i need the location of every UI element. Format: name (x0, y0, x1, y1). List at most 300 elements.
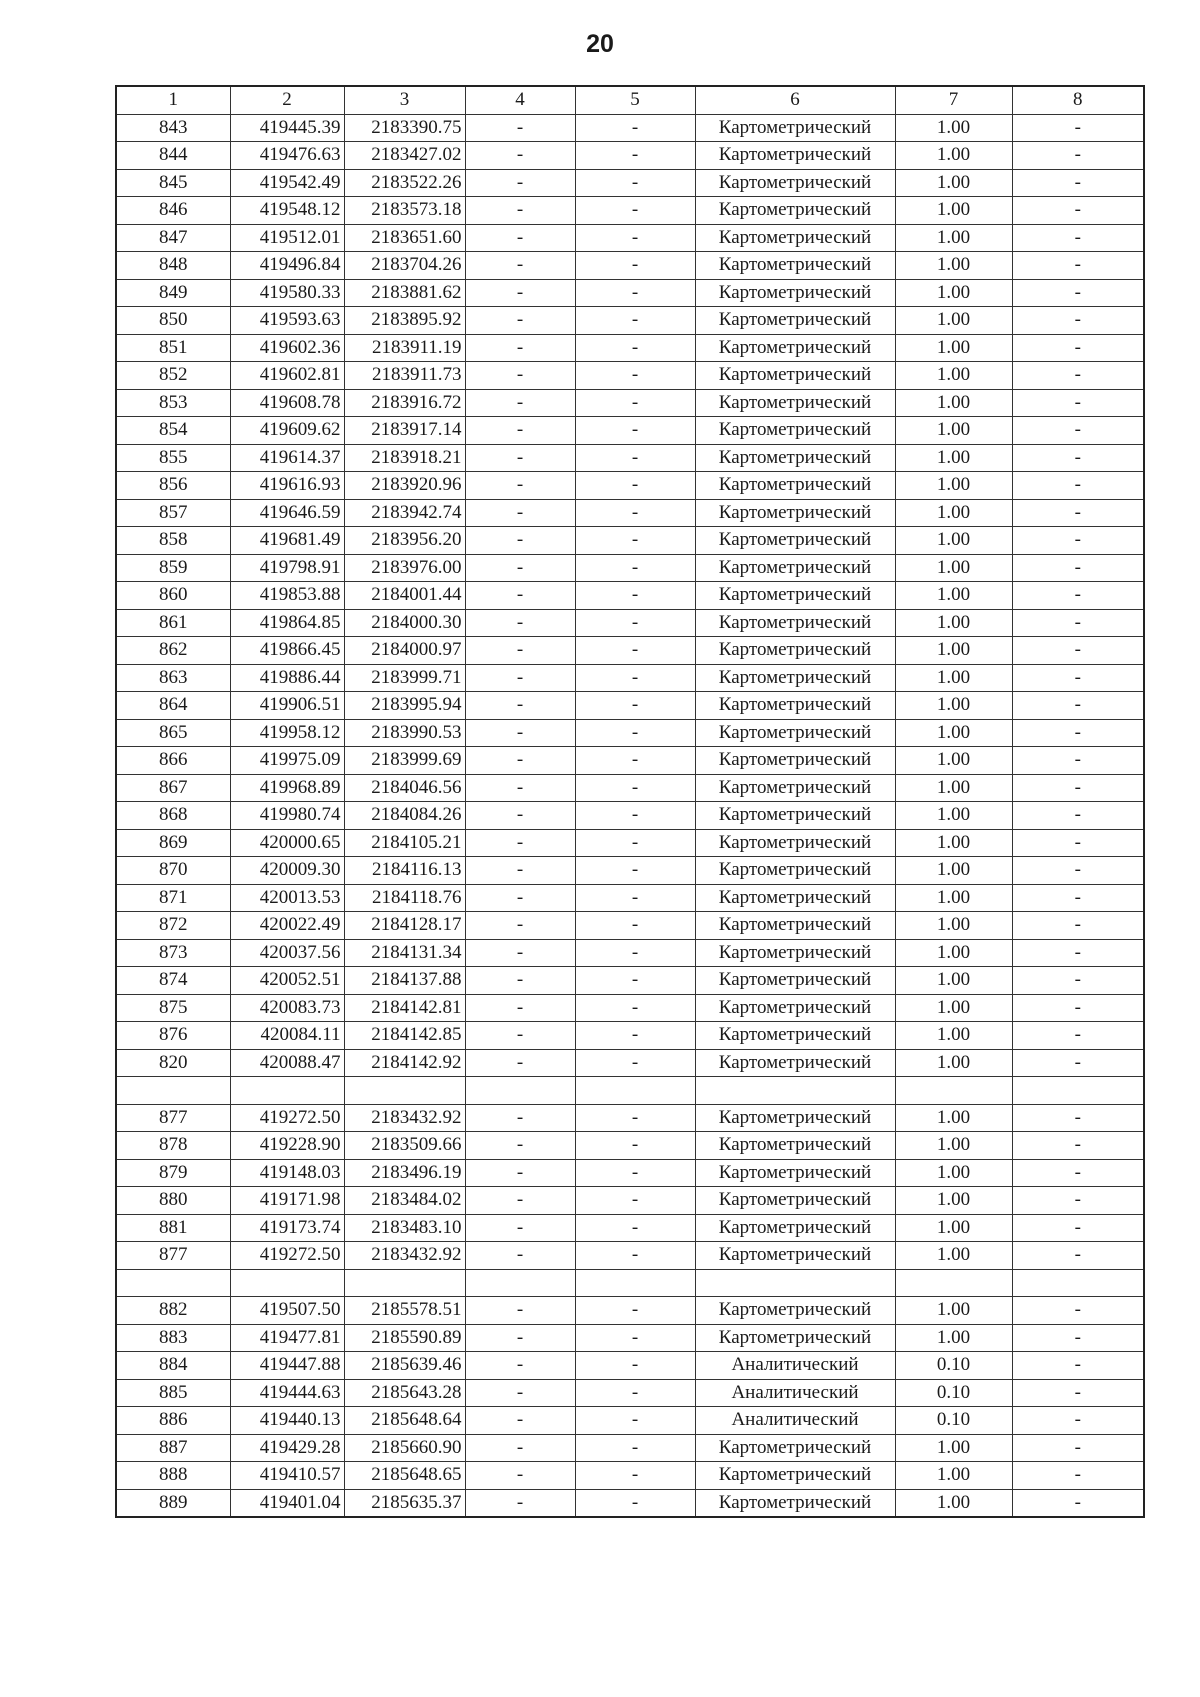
table-row (116, 417, 1144, 445)
table-cell (230, 1269, 344, 1297)
table-cell: Картометрический (695, 499, 895, 527)
table-cell: - (465, 279, 575, 307)
table-cell: - (1012, 169, 1144, 197)
table-cell: - (465, 1352, 575, 1380)
table-cell: - (575, 1132, 695, 1160)
table-row (116, 1489, 1144, 1517)
table-cell: Картометрический (695, 1132, 895, 1160)
table-cell: 419440.13 (230, 1407, 344, 1435)
table-cell: - (465, 829, 575, 857)
table-cell: - (465, 939, 575, 967)
table-row (116, 252, 1144, 280)
table-cell: Картометрический (695, 444, 895, 472)
table-cell: - (1012, 1187, 1144, 1215)
table-row (116, 994, 1144, 1022)
table-cell: 2184084.26 (344, 802, 465, 830)
table-cell: 2183881.62 (344, 279, 465, 307)
table-cell (695, 1077, 895, 1105)
table-cell (116, 1269, 230, 1297)
table-cell: - (1012, 1297, 1144, 1325)
table-cell: - (465, 554, 575, 582)
table-cell: 851 (116, 334, 230, 362)
table-cell: Картометрический (695, 994, 895, 1022)
table-cell: - (575, 664, 695, 692)
table-cell: - (575, 1022, 695, 1050)
table-row (116, 1049, 1144, 1077)
table-cell: - (575, 1104, 695, 1132)
table-row (116, 1297, 1144, 1325)
table-cell: - (465, 1187, 575, 1215)
table-cell: 1.00 (895, 939, 1012, 967)
table-cell: 0.10 (895, 1407, 1012, 1435)
table-cell: 869 (116, 829, 230, 857)
table-row (116, 527, 1144, 555)
table-cell: - (1012, 252, 1144, 280)
table-cell (465, 1269, 575, 1297)
table-cell: Картометрический (695, 114, 895, 142)
table-cell: - (465, 994, 575, 1022)
table-row (116, 582, 1144, 610)
table-cell: 854 (116, 417, 230, 445)
table-cell: - (575, 1297, 695, 1325)
table-cell: 876 (116, 1022, 230, 1050)
table-cell: 2184142.85 (344, 1022, 465, 1050)
table-cell: 419866.45 (230, 637, 344, 665)
table-cell: - (575, 1159, 695, 1187)
table-cell: 2184142.92 (344, 1049, 465, 1077)
table-cell: 419148.03 (230, 1159, 344, 1187)
table-row (116, 1022, 1144, 1050)
table-cell: - (575, 279, 695, 307)
table-cell: 860 (116, 582, 230, 610)
table-cell: - (1012, 417, 1144, 445)
table-cell: Картометрический (695, 142, 895, 170)
table-cell: 419401.04 (230, 1489, 344, 1517)
table-cell: - (1012, 114, 1144, 142)
table-cell: 419476.63 (230, 142, 344, 170)
table-cell: 419496.84 (230, 252, 344, 280)
table-cell: 419798.91 (230, 554, 344, 582)
table-cell: 420037.56 (230, 939, 344, 967)
table-cell: Картометрический (695, 1214, 895, 1242)
table-cell: 875 (116, 994, 230, 1022)
table-cell: - (1012, 1379, 1144, 1407)
table-cell: 1.00 (895, 664, 1012, 692)
table-cell: Картометрический (695, 884, 895, 912)
table-cell: - (465, 224, 575, 252)
table-cell: - (1012, 1324, 1144, 1352)
table-cell: Картометрический (695, 857, 895, 885)
table-row (116, 1269, 1144, 1297)
column-header-2: 2 (230, 86, 344, 114)
table-cell: 1.00 (895, 1434, 1012, 1462)
table-cell: 1.00 (895, 417, 1012, 445)
table-cell: 1.00 (895, 197, 1012, 225)
table-row (116, 747, 1144, 775)
table-cell: - (575, 637, 695, 665)
table-cell: Аналитический (695, 1407, 895, 1435)
table-cell: 419681.49 (230, 527, 344, 555)
table-cell: - (465, 692, 575, 720)
table-cell: 1.00 (895, 554, 1012, 582)
table-cell: - (465, 774, 575, 802)
table-cell: Картометрический (695, 1434, 895, 1462)
table-cell: - (465, 142, 575, 170)
table-cell: Картометрический (695, 389, 895, 417)
table-cell: 1.00 (895, 1159, 1012, 1187)
table-cell: 2184116.13 (344, 857, 465, 885)
table-header-row (116, 86, 1144, 114)
table-cell: 820 (116, 1049, 230, 1077)
table-cell: - (1012, 389, 1144, 417)
table-cell: Картометрический (695, 1297, 895, 1325)
table-cell: Картометрический (695, 774, 895, 802)
table-cell: - (465, 967, 575, 995)
table-cell: 870 (116, 857, 230, 885)
table-cell: - (1012, 719, 1144, 747)
table-cell: 1.00 (895, 719, 1012, 747)
table-cell: 882 (116, 1297, 230, 1325)
table-row (116, 774, 1144, 802)
table-cell: - (465, 1462, 575, 1490)
table-row (116, 554, 1144, 582)
table-row (116, 1077, 1144, 1105)
table-cell: 2183916.72 (344, 389, 465, 417)
column-header-3: 3 (344, 86, 465, 114)
table-cell: - (575, 829, 695, 857)
table-cell: 878 (116, 1132, 230, 1160)
table-cell: Картометрический (695, 1022, 895, 1050)
table-cell: 420022.49 (230, 912, 344, 940)
table-cell: - (1012, 444, 1144, 472)
table-cell: Картометрический (695, 582, 895, 610)
table-cell: - (465, 637, 575, 665)
table-cell: - (1012, 1049, 1144, 1077)
table-cell: 843 (116, 114, 230, 142)
table-cell: - (575, 1489, 695, 1517)
table-cell: 867 (116, 774, 230, 802)
table-cell: 865 (116, 719, 230, 747)
table-cell: - (575, 994, 695, 1022)
table-cell: Картометрический (695, 279, 895, 307)
table-cell: Картометрический (695, 747, 895, 775)
table-cell: Картометрический (695, 1489, 895, 1517)
table-cell: 1.00 (895, 252, 1012, 280)
table-cell: Картометрический (695, 664, 895, 692)
table-cell: 888 (116, 1462, 230, 1490)
table-cell: 858 (116, 527, 230, 555)
table-cell: 2183509.66 (344, 1132, 465, 1160)
table-cell: Картометрический (695, 417, 895, 445)
table-cell: 419602.81 (230, 362, 344, 390)
table-cell: 868 (116, 802, 230, 830)
table-cell: Картометрический (695, 334, 895, 362)
table-cell: 1.00 (895, 1297, 1012, 1325)
table-cell: 1.00 (895, 829, 1012, 857)
table-cell: 871 (116, 884, 230, 912)
table-row (116, 1242, 1144, 1270)
table-cell: 873 (116, 939, 230, 967)
table-row (116, 1214, 1144, 1242)
table-cell: - (1012, 499, 1144, 527)
table-cell: 1.00 (895, 472, 1012, 500)
table-cell: Картометрический (695, 1049, 895, 1077)
table-cell: Картометрический (695, 554, 895, 582)
table-row (116, 362, 1144, 390)
table-row (116, 334, 1144, 362)
table-cell: - (1012, 967, 1144, 995)
table-row (116, 1407, 1144, 1435)
table-cell: 853 (116, 389, 230, 417)
table-cell: - (1012, 1489, 1144, 1517)
table-cell: 2183911.19 (344, 334, 465, 362)
table-cell: - (465, 1379, 575, 1407)
table-cell: - (575, 197, 695, 225)
table-cell: - (465, 1049, 575, 1077)
column-header-5: 5 (575, 86, 695, 114)
table-cell: - (575, 609, 695, 637)
table-cell: 419602.36 (230, 334, 344, 362)
table-cell: - (575, 857, 695, 885)
table-cell (344, 1077, 465, 1105)
table-row (116, 664, 1144, 692)
table-cell: - (575, 224, 695, 252)
table-cell: 874 (116, 967, 230, 995)
table-cell: Картометрический (695, 169, 895, 197)
table-cell: - (575, 802, 695, 830)
table-cell (895, 1269, 1012, 1297)
table-cell: - (1012, 334, 1144, 362)
table-cell: 1.00 (895, 582, 1012, 610)
table-cell: - (465, 609, 575, 637)
table-cell: Картометрический (695, 527, 895, 555)
table-cell: 1.00 (895, 1489, 1012, 1517)
table-cell: 1.00 (895, 1324, 1012, 1352)
table-row (116, 939, 1144, 967)
table-cell: 419228.90 (230, 1132, 344, 1160)
table-cell: 1.00 (895, 1132, 1012, 1160)
table-row (116, 472, 1144, 500)
table-cell: 2183990.53 (344, 719, 465, 747)
table-cell: 420083.73 (230, 994, 344, 1022)
table-cell: - (1012, 1022, 1144, 1050)
table-cell: 2185660.90 (344, 1434, 465, 1462)
table-cell: 419853.88 (230, 582, 344, 610)
table-cell: - (465, 417, 575, 445)
table-cell: - (575, 1242, 695, 1270)
table-cell: 419958.12 (230, 719, 344, 747)
table-cell: - (1012, 472, 1144, 500)
table-cell: - (1012, 1407, 1144, 1435)
table-cell: - (465, 197, 575, 225)
table-cell: - (465, 802, 575, 830)
table-row (116, 1324, 1144, 1352)
table-cell: Картометрический (695, 912, 895, 940)
table-cell: - (465, 1489, 575, 1517)
table-cell: 419173.74 (230, 1214, 344, 1242)
table-cell: - (465, 1242, 575, 1270)
table-cell: 420009.30 (230, 857, 344, 885)
table-row (116, 1187, 1144, 1215)
table-row (116, 1352, 1144, 1380)
table-cell: 419445.39 (230, 114, 344, 142)
table-cell: - (465, 1132, 575, 1160)
table-cell: 1.00 (895, 307, 1012, 335)
table-cell (465, 1077, 575, 1105)
table-cell: - (465, 1434, 575, 1462)
table-row (116, 912, 1144, 940)
table-cell: Картометрический (695, 1104, 895, 1132)
table-cell (1012, 1269, 1144, 1297)
table-cell: 880 (116, 1187, 230, 1215)
table-cell: - (1012, 857, 1144, 885)
table-cell: 419548.12 (230, 197, 344, 225)
table-cell: 1.00 (895, 499, 1012, 527)
table-cell: - (1012, 224, 1144, 252)
table-row (116, 637, 1144, 665)
table-cell: 2185578.51 (344, 1297, 465, 1325)
table-cell: Картометрический (695, 802, 895, 830)
table-row (116, 719, 1144, 747)
table-cell: 2185635.37 (344, 1489, 465, 1517)
table-cell: 419444.63 (230, 1379, 344, 1407)
table-cell: 852 (116, 362, 230, 390)
table-cell: 1.00 (895, 114, 1012, 142)
table-cell: - (575, 912, 695, 940)
table-cell: 2183920.96 (344, 472, 465, 500)
table-cell: - (465, 912, 575, 940)
table-cell: 2183911.73 (344, 362, 465, 390)
column-header-6: 6 (695, 86, 895, 114)
table-cell: - (575, 1379, 695, 1407)
table-cell: 859 (116, 554, 230, 582)
table-cell: 0.10 (895, 1352, 1012, 1380)
table-cell: 864 (116, 692, 230, 720)
table-cell: - (575, 114, 695, 142)
table-cell: - (465, 334, 575, 362)
table-row (116, 857, 1144, 885)
table-cell: 1.00 (895, 1049, 1012, 1077)
table-cell: Картометрический (695, 1159, 895, 1187)
column-header-7: 7 (895, 86, 1012, 114)
table-cell: 419614.37 (230, 444, 344, 472)
table-cell: 419410.57 (230, 1462, 344, 1490)
table-cell: 419864.85 (230, 609, 344, 637)
table-cell: 1.00 (895, 1462, 1012, 1490)
table-cell: 2184001.44 (344, 582, 465, 610)
table-cell: Картометрический (695, 829, 895, 857)
table-cell: - (575, 1324, 695, 1352)
table-cell: - (1012, 1214, 1144, 1242)
table-cell: 2184131.34 (344, 939, 465, 967)
table-cell: 2184000.97 (344, 637, 465, 665)
table-cell: - (1012, 307, 1144, 335)
table-cell: - (1012, 1132, 1144, 1160)
table-row (116, 389, 1144, 417)
table-cell: 1.00 (895, 224, 1012, 252)
table-cell: 419593.63 (230, 307, 344, 335)
table-row (116, 1434, 1144, 1462)
table-row (116, 1132, 1144, 1160)
table-cell: 862 (116, 637, 230, 665)
table-cell: 2183995.94 (344, 692, 465, 720)
table-cell: 1.00 (895, 637, 1012, 665)
table-cell: 1.00 (895, 609, 1012, 637)
table-cell: 887 (116, 1434, 230, 1462)
table-cell: - (575, 307, 695, 335)
table-cell: - (575, 719, 695, 747)
table-cell: 2184128.17 (344, 912, 465, 940)
table-cell: 2183651.60 (344, 224, 465, 252)
table-cell: 845 (116, 169, 230, 197)
table-cell: 2183573.18 (344, 197, 465, 225)
table-row (116, 197, 1144, 225)
table-cell: 872 (116, 912, 230, 940)
table-cell: - (575, 362, 695, 390)
table-cell: - (575, 334, 695, 362)
table-cell: 419580.33 (230, 279, 344, 307)
table-cell: - (465, 169, 575, 197)
column-header-4: 4 (465, 86, 575, 114)
table-cell: 855 (116, 444, 230, 472)
table-cell: Аналитический (695, 1379, 895, 1407)
table-cell: 2185643.28 (344, 1379, 465, 1407)
table-cell: - (575, 1434, 695, 1462)
table-cell: 2183432.92 (344, 1242, 465, 1270)
table-cell: 846 (116, 197, 230, 225)
table-cell: 419512.01 (230, 224, 344, 252)
table-cell: - (465, 1297, 575, 1325)
table-cell: - (1012, 994, 1144, 1022)
table-cell: - (1012, 279, 1144, 307)
table-cell: Картометрический (695, 1242, 895, 1270)
table-cell: 1.00 (895, 527, 1012, 555)
table-cell: - (575, 499, 695, 527)
table-cell: - (1012, 829, 1144, 857)
table-cell: 1.00 (895, 279, 1012, 307)
table-cell: Картометрический (695, 637, 895, 665)
table-cell: 847 (116, 224, 230, 252)
table-cell: 2183999.69 (344, 747, 465, 775)
table-cell: 420052.51 (230, 967, 344, 995)
table-cell (230, 1077, 344, 1105)
table-row (116, 142, 1144, 170)
table-cell: - (465, 582, 575, 610)
table-cell: 1.00 (895, 1187, 1012, 1215)
table-cell: - (465, 857, 575, 885)
table-cell: 850 (116, 307, 230, 335)
table-cell (116, 1077, 230, 1105)
table-cell: 2183390.75 (344, 114, 465, 142)
table-cell: 2183918.21 (344, 444, 465, 472)
table-row (116, 499, 1144, 527)
page-number: 20 (586, 30, 614, 58)
table-cell: 881 (116, 1214, 230, 1242)
table-cell: 849 (116, 279, 230, 307)
table-cell: 1.00 (895, 967, 1012, 995)
table-row (116, 444, 1144, 472)
table-cell: - (1012, 637, 1144, 665)
table-cell: 419507.50 (230, 1297, 344, 1325)
table-cell: 2184105.21 (344, 829, 465, 857)
table-row (116, 1159, 1144, 1187)
table-cell: - (465, 1159, 575, 1187)
table-cell: 2183942.74 (344, 499, 465, 527)
table-cell: 877 (116, 1242, 230, 1270)
table-row (116, 279, 1144, 307)
table-cell: 1.00 (895, 1242, 1012, 1270)
table-cell: Картометрический (695, 224, 895, 252)
